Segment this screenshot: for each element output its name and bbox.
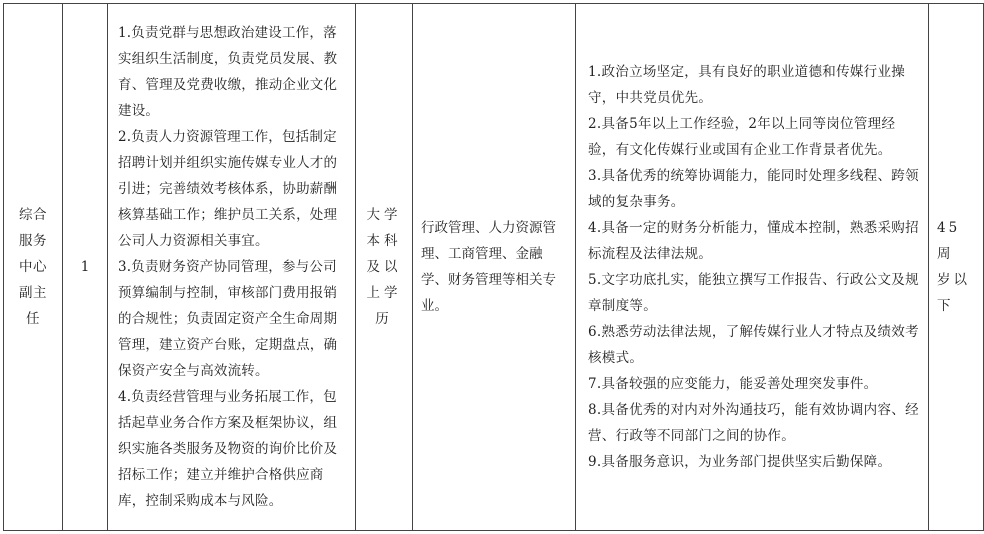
age-line: 下 — [937, 298, 954, 314]
duty-item: 2.负责人力资源管理工作，包括制定招聘计划并组织实施传媒专业人才的引进；完善绩效考核体系，协助薪酬核算基础工作；维护员工关系，处理公司人力资源相关事宜。 — [118, 129, 338, 249]
requirement-item: 7.具备较强的应变能力，能妥善处理突发事件。 — [588, 376, 878, 392]
age-line: 45 周 — [937, 220, 961, 262]
requirements-cell — [576, 4, 929, 531]
education-line: 大学 — [366, 207, 402, 223]
duty-item: 3.负责财务资产协同管理，参与公司预算编制与控制，审核部门费用报销的合规性；负责固定资产全生命周期管理，建立资产台账，定期盘点，确保资产安全与高效流转。 — [118, 259, 338, 379]
requirement-item: 1.政治立场坚定，具有良好的职业道德和传媒行业操守，中共党员优先。 — [588, 64, 906, 106]
position-title-line: 综合 — [19, 207, 47, 223]
requirement-item: 5.文字功底扎实，能独立撰写工作报告、行政公文及规章制度等。 — [588, 272, 919, 314]
headcount-cell: 1 — [63, 4, 108, 531]
requirement-item: 9.具备服务意识，为业务部门提供坚实后勤保障。 — [588, 454, 892, 470]
education-line: 本科 — [366, 233, 402, 249]
requirement-item: 3.具备优秀的统筹协调能力，能同时处理多线程、跨领域的复杂事务。 — [588, 168, 919, 210]
education-line: 历 — [375, 311, 393, 327]
job-table — [3, 3, 984, 531]
age-line: 岁以 — [937, 272, 970, 288]
education-line: 及以 — [366, 259, 402, 275]
age-cell — [929, 4, 984, 531]
requirement-item: 4.具备一定的财务分析能力，懂成本控制，熟悉采购招标流程及法律法规。 — [588, 220, 919, 262]
position-title-line: 任 — [26, 311, 40, 327]
duty-item: 1.负责党群与思想政治建设工作，落实组织生活制度，负责党员发展、教育、管理及党费收缴，推动企业文化建设。 — [118, 25, 338, 119]
duties-cell — [108, 4, 356, 531]
table-row — [4, 4, 984, 531]
duty-item: 4.负责经营管理与业务拓展工作，包括起草业务合作方案及框架协议，组织实施各类服务及物资的询价比价及招标工作；建立并维护合格供应商库，控制采购成本与风险。 — [118, 389, 338, 509]
position-title-line: 中心 — [19, 259, 47, 275]
position-title-line: 副主 — [19, 285, 47, 301]
position-title-line: 服务 — [19, 233, 47, 249]
requirement-item: 2.具备5年以上工作经验，2年以上同等岗位管理经验，有文化传媒行业或国有企业工作背景者优先。 — [588, 116, 896, 158]
education-cell — [356, 4, 413, 531]
major-cell: 行政管理、人力资源管理、工商管理、金融学、财务管理等相关专业。 — [413, 4, 576, 531]
position-title-cell — [4, 4, 63, 531]
education-line: 上学 — [366, 285, 402, 301]
requirement-item: 8.具备优秀的对内对外沟通技巧，能有效协调内容、经营、行政等不同部门之间的协作。 — [588, 402, 919, 444]
requirement-item: 6.熟悉劳动法律法规，了解传媒行业人才特点及绩效考核模式。 — [588, 324, 919, 366]
